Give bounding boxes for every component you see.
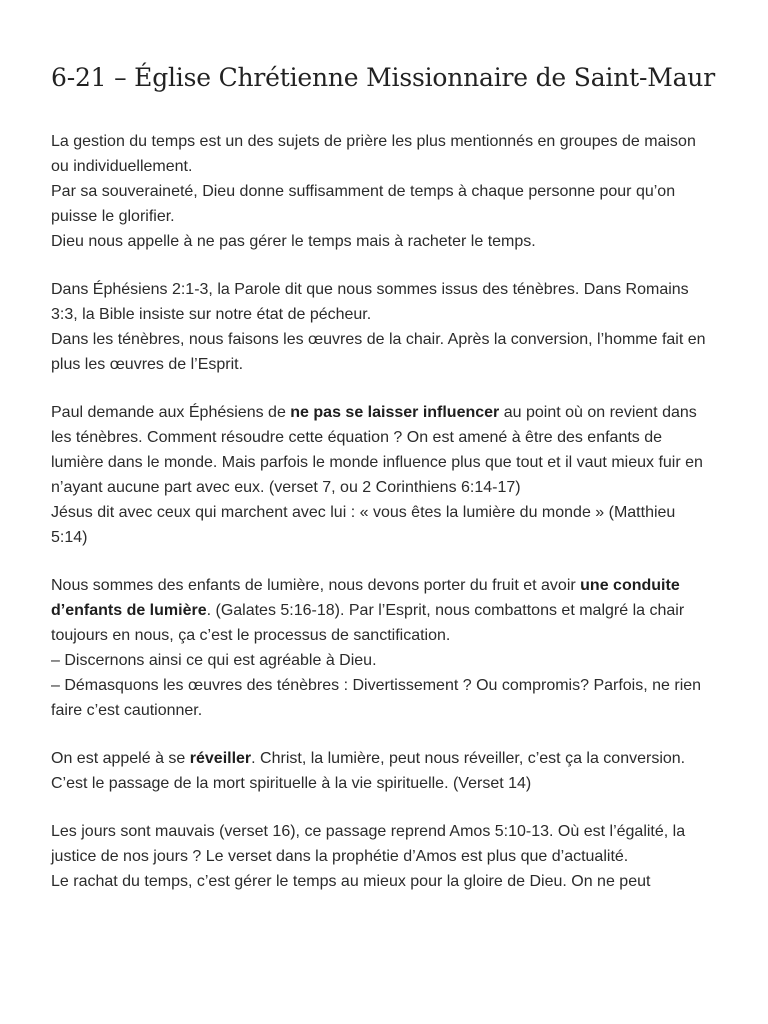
paragraph-line: Le rachat du temps, c’est gérer le temps au mieux pour la gloire de Dieu. On ne peut — [51, 873, 651, 890]
bold-text: réveiller — [189, 750, 252, 767]
paragraph-line — [51, 573, 716, 648]
paragraph-3 — [51, 400, 716, 550]
paragraph-4 — [51, 573, 716, 723]
text-run: On est appelé à se — [51, 750, 190, 767]
bold-text: une conduite d’enfants de lumière — [51, 577, 680, 619]
text-run: Paul demande aux Éphésiens de — [51, 404, 291, 421]
paragraph-line: – Discernons ainsi ce qui est agréable à Dieu. — [51, 652, 377, 669]
paragraph-2 — [51, 277, 716, 377]
bold-text: ne pas se laisser influencer — [290, 404, 500, 421]
paragraph-line: Dieu nous appelle à ne pas gérer le temps mais à racheter le temps. — [51, 233, 536, 250]
paragraph-5 — [51, 746, 716, 796]
text-run: au point où on revient dans les ténèbres. Comment résoudre cette équation ? On est amené à être des enfants de lumière dans le monde. Mais parfois le monde influence plus que tout et il vaut mieux fuir en n’ayant aucune part avec eux. (verset 7, ou 2 Corinthiens 6:14-17) — [51, 404, 703, 496]
paragraph-6 — [51, 819, 716, 894]
paragraph-line: Dans Éphésiens 2:1-3, la Parole dit que nous sommes issus des ténèbres. Dans Romains 3:3, la Bible insiste sur notre état de pécheur. — [51, 281, 689, 323]
paragraph-line — [51, 400, 716, 500]
text-run: . Christ, la lumière, peut nous réveiller, c’est ça la conversion. C’est le passage de la mort spirituelle à la vie spirituelle. (Verset 14) — [51, 750, 686, 792]
page-title: 6-21 – Église Chrétienne Missionnaire de Saint-Maur — [51, 63, 715, 92]
paragraph-1 — [51, 129, 716, 254]
paragraph-line: La gestion du temps est un des sujets de prière les plus mentionnés en groupes de maison ou individuellement. — [51, 133, 696, 175]
paragraph-line: Les jours sont mauvais (verset 16), ce passage reprend Amos 5:10-13. Où est l’égalité, la justice de nos jours ? Le verset dans la prophétie d’Amos est plus que d’actualité. — [51, 823, 686, 865]
text-run: . (Galates 5:16-18). Par l’Esprit, nous combattons et malgré la chair toujours en nous, ça c’est le processus de sanctification. — [51, 602, 685, 644]
paragraph-line: Par sa souveraineté, Dieu donne suffisamment de temps à chaque personne pour qu’on puisse le glorifier. — [51, 183, 676, 225]
text-run: Nous sommes des enfants de lumière, nous devons porter du fruit et avoir — [51, 577, 581, 594]
paragraph-line: – Démasquons les œuvres des ténèbres : Divertissement ? Ou compromis? Parfois, ne rien faire c’est cautionner. — [51, 677, 702, 719]
paragraph-line: Jésus dit avec ceux qui marchent avec lui : « vous êtes la lumière du monde » (Matthieu 5:14) — [51, 504, 676, 546]
paragraph-line — [51, 746, 716, 796]
paragraph-line: Dans les ténèbres, nous faisons les œuvres de la chair. Après la conversion, l’homme fait en plus les œuvres de l’Esprit. — [51, 331, 706, 373]
